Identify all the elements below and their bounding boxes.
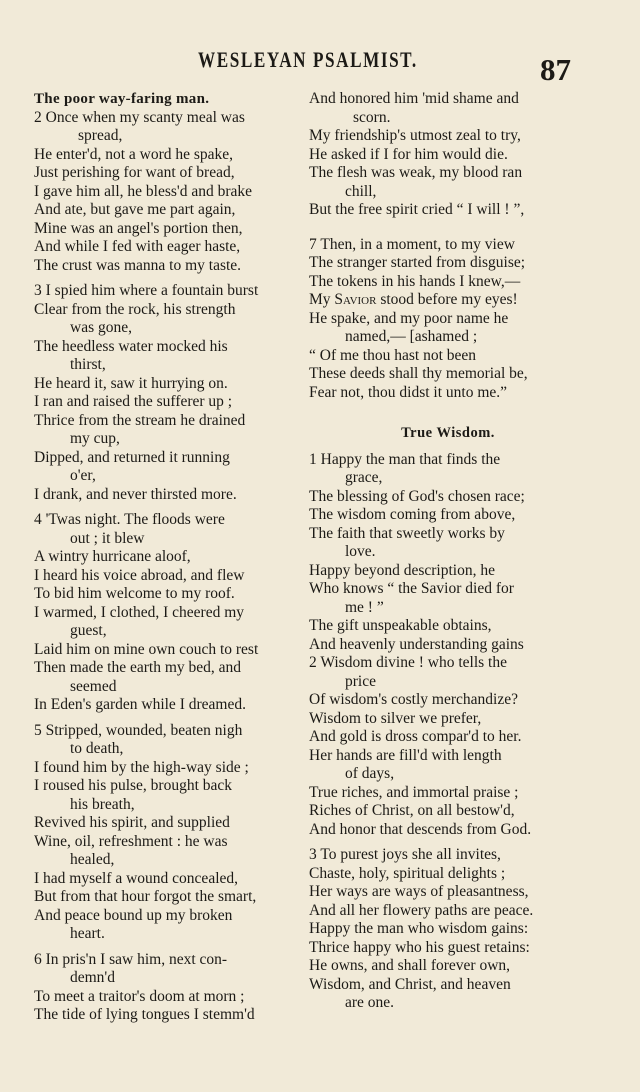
left-column (34, 90, 306, 1025)
verse-line: The gift unspeakable obtains, (309, 617, 492, 634)
verse-line: Laid him on mine own couch to rest (34, 640, 259, 658)
verse-line: Riches of Christ, on all bestow'd, (309, 802, 515, 819)
verse-line: He owns, and shall forever own, (309, 957, 511, 974)
verse-line: He enter'd, not a word he spake, (34, 145, 234, 163)
verse-line: Her ways are ways of pleasantness, (309, 883, 529, 900)
verse-line: seemed (70, 677, 117, 695)
verse-line: And peace bound up my broken (34, 906, 233, 924)
verse-line: spread, (78, 127, 123, 144)
verse-line: The tide of lying tongues I stemm'd (34, 1006, 255, 1023)
verse-line: True riches, and immortal praise ; (309, 783, 519, 801)
verse-line: Thrice from the stream he drained (34, 411, 246, 429)
verse-line: I ran and raised the sufferer up ; (34, 393, 233, 410)
verse-line: My friendship's utmost zeal to try, (309, 127, 521, 144)
verse-line: price (345, 672, 376, 690)
page-number: 87 (540, 52, 571, 87)
verse-line: 6 In pris'n I saw him, next con- (34, 950, 228, 968)
verse-line: grace, (345, 469, 383, 486)
verse-line: The stranger started from disguise; (309, 254, 526, 271)
verse-line: scorn. (353, 108, 391, 126)
verse-line: I found him by the high-way side ; (34, 758, 249, 776)
verse-line: to death, (70, 740, 124, 757)
verse-line: thirst, (70, 356, 106, 373)
verse-line: The tokens in his hands I knew,— (309, 272, 521, 290)
verse-line: Wisdom to silver we prefer, (309, 709, 482, 727)
verse-line: Of wisdom's costly merchandize? (309, 691, 518, 708)
verse-line: And honor that descends from God. (309, 820, 532, 838)
verse-line: Just perishing for want of bread, (34, 164, 235, 181)
verse-line: And all her flowery paths are peace. (309, 901, 534, 919)
verse-line: Mine was an angel's portion then, (34, 219, 243, 237)
verse-line: He asked if I for him would die. (309, 145, 508, 163)
verse-line: And ate, but gave me part again, (34, 201, 236, 218)
verse-line: Thrice happy who his guest retains: (309, 938, 530, 956)
verse-line: Fear not, thou didst it unto me.” (309, 383, 508, 401)
verse-line: me ! ” (345, 598, 384, 616)
verse-line: 1 Happy the man that finds the (309, 450, 501, 468)
verse-line: Then made the earth my bed, and (34, 659, 242, 676)
verse-line: I roused his pulse, brought back (34, 777, 233, 794)
verse-line: And while I fed with eager haste, (34, 238, 241, 255)
verse-line: chill, (345, 182, 377, 200)
verse-line: To meet a traitor's doom at morn ; (34, 987, 245, 1005)
verse-line: heart. (70, 925, 105, 942)
verse-line: Revived his spirit, and supplied (34, 814, 230, 831)
verse-line: 3 To purest joys she all invites, (309, 846, 501, 863)
verse-line: I drank, and never thirsted more. (34, 485, 237, 503)
verse-line: The wisdom coming from above, (309, 506, 516, 523)
verse-line-savior (309, 291, 587, 310)
verse-line: Dipped, and returned it running (34, 448, 230, 466)
verse-line: But the free spirit cried “ I will ! ”, (309, 201, 525, 218)
savior-line-after: stood before my eyes! (376, 291, 518, 308)
verse-line: But from that hour forgot the smart, (34, 888, 257, 905)
verse-line: out ; it blew (70, 529, 145, 547)
verse-line: 5 Stripped, wounded, beaten nigh (34, 721, 243, 739)
verse-line: Wine, oil, refreshment : he was (34, 832, 228, 850)
verse-line: Clear from the rock, his strength (34, 300, 236, 318)
verse-line: He heard it, saw it hurrying on. (34, 374, 228, 392)
verse-line: 2 Once when my scanty meal was (34, 108, 245, 126)
verse-line: Chaste, holy, spiritual delights ; (309, 864, 506, 882)
verse-line: Happy beyond description, he (309, 561, 495, 579)
verse-line: I gave him all, he bless'd and brake (34, 182, 252, 200)
verse-line: And honored him 'mid shame and (309, 90, 519, 107)
running-title: WESLEYAN PSALMIST. (198, 47, 418, 72)
verse-line: love. (345, 543, 376, 560)
verse-line: And heavenly understanding gains (309, 635, 524, 653)
hymn-title-poor-wayfaring-man: The poor way-faring man. (34, 91, 210, 107)
savior-line-before: My (309, 291, 335, 308)
verse-line: his breath, (70, 795, 135, 813)
verse-line: The heedless water mocked his (34, 337, 228, 355)
verse-line: To bid him welcome to my roof. (34, 585, 235, 602)
verse-line: my cup, (70, 430, 120, 447)
verse-line: was gone, (70, 319, 132, 336)
verse-line: 2 Wisdom divine ! who tells the (309, 654, 507, 671)
verse-line: named,— [ashamed ; (345, 328, 478, 345)
verse-line: And gold is dross compar'd to her. (309, 728, 522, 745)
verse-line: o'er, (70, 467, 96, 484)
verse-line: guest, (70, 622, 107, 639)
verse-line: I warmed, I clothed, I cheered my (34, 603, 245, 621)
verse-line: Wisdom, and Christ, and heaven (309, 975, 511, 993)
verse-line: The crust was manna to my taste. (34, 256, 242, 274)
verse-line: 3 I spied him where a fountain burst (34, 282, 259, 299)
verse-line: 4 'Twas night. The floods were (34, 511, 225, 528)
verse-line: The blessing of God's chosen race; (309, 487, 525, 505)
verse-line: In Eden's garden while I dreamed. (34, 696, 246, 713)
verse-line: Who knows “ the Savior died for (309, 580, 514, 597)
verse-line: A wintry hurricane aloof, (34, 548, 191, 565)
verse-line: are one. (345, 994, 395, 1011)
verse-line: The flesh was weak, my blood ran (309, 164, 523, 181)
savior-small-caps: Savior (334, 291, 377, 308)
verse-line: Happy the man who wisdom gains: (309, 920, 529, 937)
verse-line: I heard his voice abroad, and flew (34, 566, 245, 584)
verse-line: demn'd (70, 969, 115, 986)
verse-line: He spake, and my poor name he (309, 309, 509, 327)
verse-line: These deeds shall thy memorial be, (309, 365, 528, 382)
verse-line: I had myself a wound concealed, (34, 869, 239, 887)
verse-line: Her hands are fill'd with length (309, 746, 502, 764)
hymn-title-true-wisdom: True Wisdom. (401, 425, 495, 441)
verse-line: The faith that sweetly works by (309, 524, 505, 542)
verse-line: 7 Then, in a moment, to my view (309, 235, 515, 253)
verse-line: of days, (345, 765, 395, 782)
verse-line: “ Of me thou hast not been (309, 346, 477, 364)
right-column (309, 90, 587, 1013)
verse-line: healed, (70, 851, 115, 868)
